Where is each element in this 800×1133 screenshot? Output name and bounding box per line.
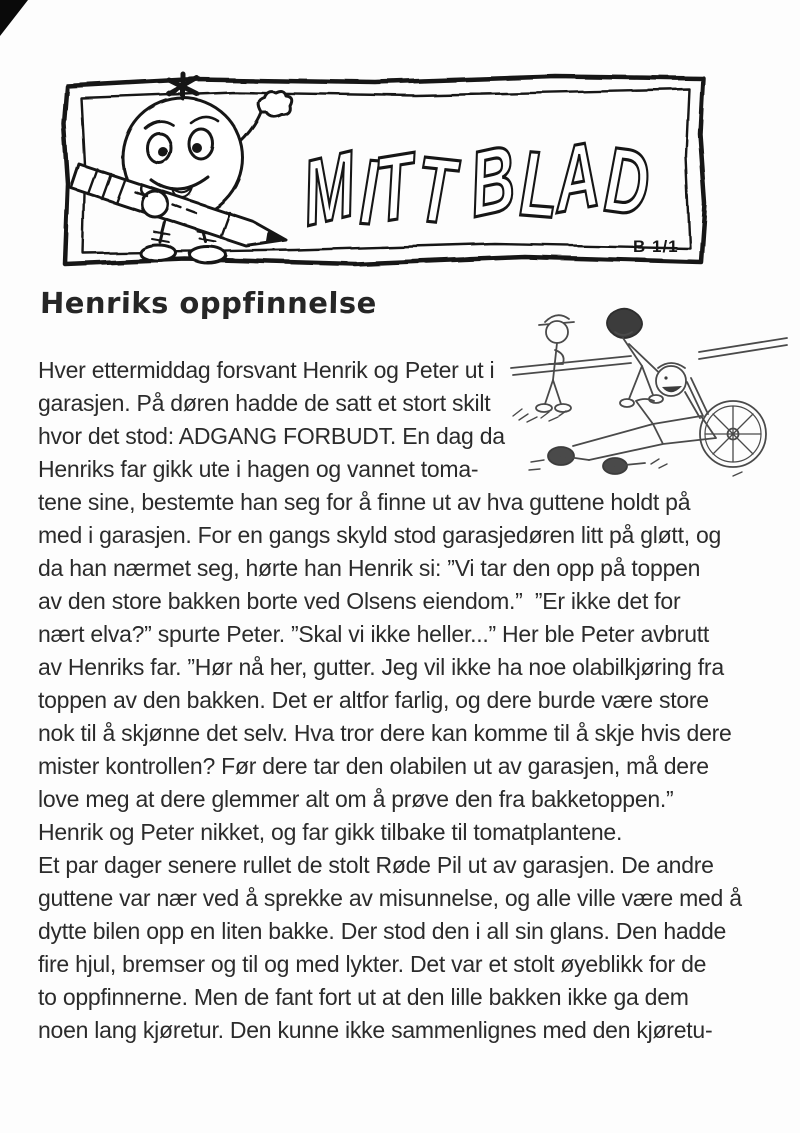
text-line: dytte bilen opp en liten bakke. Der stod den i all sin glans. Den hadde (38, 918, 727, 944)
banner-title: MITT BLAD (298, 120, 654, 246)
text-line: fire hjul, bremser og til og med lykter. Det var et stolt øyeblikk for de (38, 951, 707, 977)
pencil-mascot-icon (71, 74, 291, 263)
text-line: noen lang kjøretur. Den kunne ikke sammenlignes med den kjøretu- (38, 1017, 713, 1043)
banner-art (55, 64, 717, 276)
text-line: garasjen. På døren hadde de satt et stort skilt (38, 390, 491, 416)
text-line: av den store bakken borte ved Olsens eiendom.” ”Er ikke det for (38, 588, 681, 614)
text-line: toppen av den bakken. Det er altfor farlig, og dere burde være store (38, 687, 709, 713)
text-line: Henrik og Peter nikket, og far gikk tilbake til tomatplantene. (38, 819, 623, 845)
text-line: med i garasjen. For en gangs skyld stod garasjedøren litt på gløtt, og (38, 522, 722, 548)
text-line: nært elva?” spurte Peter. ”Skal vi ikke heller...” Her ble Peter avbrutt (38, 621, 710, 647)
scan-artifact-corner (0, 0, 28, 36)
article-text (38, 354, 783, 1047)
header-banner (55, 64, 717, 276)
text-line: love meg at dere glemmer alt om å prøve den fra bakketoppen.” (38, 786, 674, 812)
text-line: hvor det stod: ADGANG FORBUDT. En dag da (38, 423, 505, 449)
text-line: mister kontrollen? Før dere tar den olabilen ut av garasjen, må dere (38, 753, 709, 779)
page-title: Henriks oppfinnelse (39, 286, 378, 320)
text-line: Hver ettermiddag forsvant Henrik og Peter ut i (38, 357, 495, 383)
text-line: tene sine, bestemte han seg for å finne ut av hva guttene holdt på (38, 489, 691, 515)
text-line: nok til å skjønne det selv. Hva tror dere kan komme til å skje hvis dere (38, 720, 732, 746)
text-line: av Henriks far. ”Hør nå her, gutter. Jeg vil ikke ha noe olabilkjøring fra (38, 654, 724, 680)
sheet-code: B 1/1 (633, 237, 679, 256)
text-line: Henriks far gikk ute i hagen og vannet toma- (38, 456, 479, 482)
text-line: to oppfinnerne. Men de fant fort ut at den lille bakken ikke ga dem (38, 984, 689, 1010)
text-line: guttene var nær ved å sprekke av misunnelse, og alle ville være med å (38, 885, 742, 911)
text-line: da han nærmet seg, hørte han Henrik si: ”Vi tar den opp på toppen (38, 555, 701, 581)
text-line: Et par dager senere rullet de stolt Røde Pil ut av garasjen. De andre (38, 852, 714, 878)
